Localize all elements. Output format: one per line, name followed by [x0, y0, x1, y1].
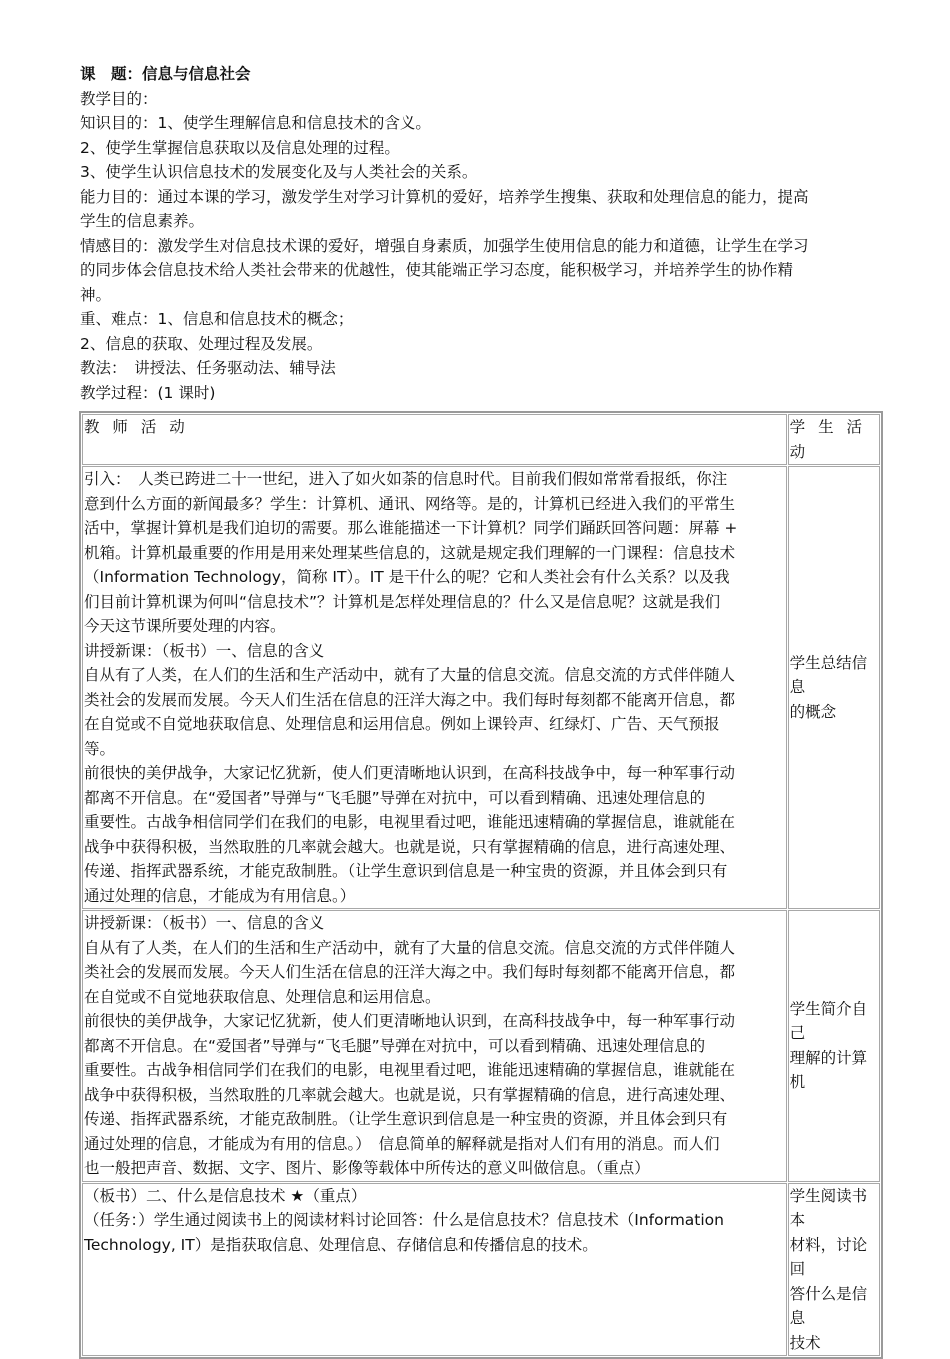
table-header-row [82, 414, 880, 465]
lesson-plan-header [80, 62, 882, 405]
student-activity-header: 学 生 活 动 [788, 414, 880, 465]
teacher-line: 通过处理的信息，才能成为有用信息。） [84, 886, 356, 905]
lesson-table [79, 411, 883, 1359]
knowledge-goal-3: 3、使学生认识信息技术的发展变化及与人类社会的关系。 [80, 163, 478, 181]
student-line: 学生简介自己 [789, 999, 868, 1043]
teacher-line: Technology, IT）是指获取信息、处理信息、存储信息和传播信息的技术。 [84, 1235, 598, 1254]
teacher-activity-cell [82, 1183, 787, 1357]
teacher-line: 传递、指挥武器系统，才能克敌制胜。（让学生意识到信息是一种宝贵的资源，并且体会到只有 [84, 1110, 728, 1128]
teacher-line: 战争中获得积极，当然取胜的几率就会越大。也就是说，只有掌握精确的信息，进行高速处理、 [84, 837, 736, 856]
teacher-line: （板书）二、什么是信息技术 ★（重点） [84, 1186, 367, 1205]
teacher-line: 战争中获得积极，当然取胜的几率就会越大。也就是说，只有掌握精确的信息，进行高速处理、 [84, 1085, 736, 1104]
teacher-line: 们目前计算机课为何叫“信息技术”？计算机是怎样处理信息的？什么又是信息呢？这就是我们 [84, 592, 721, 611]
student-activity-cell [788, 1183, 880, 1357]
teacher-line: 类社会的发展而发展。今天人们生活在信息的汪洋大海之中。我们每时每刻都不能离开信息，都 [84, 690, 736, 709]
teacher-line: 前很快的美伊战争，大家记忆犹新，使人们更清晰地认识到，在高科技战争中，每一种军事行动 [84, 1012, 736, 1030]
teacher-line: 引入： 人类已跨进二十一世纪，进入了如火如荼的信息时代。目前我们假如常常看报纸，你注 [84, 470, 728, 488]
student-line: 学生总结信息 [789, 653, 868, 697]
emotion-goal-line-1: 情感目的：激发学生对信息技术课的爱好，增强自身素质，加强学生使用信息的能力和道德，让学生在学习 [80, 236, 809, 255]
teacher-line: 机箱。计算机最重要的作用是用来处理某些信息的，这就是规定我们理解的一门课程：信息技术 [84, 543, 736, 562]
teacher-line: 重要性。古战争相信同学们在我们的电影，电视里看过吧，谁能迅速精确的掌握信息，谁就能在 [84, 813, 736, 831]
teacher-line: 自从有了人类，在人们的生活和生产活动中，就有了大量的信息交流。信息交流的方式伴伴随人 [84, 666, 736, 684]
table-row [82, 910, 880, 1182]
key-point-1: 重、难点：1、信息和信息技术的概念； [80, 310, 354, 328]
teacher-line: 也一般把声音、数据、文字、图片、影像等载体中所传达的意义叫做信息。（重点） [84, 1159, 650, 1177]
knowledge-goal-1: 知识目的：1、使学生理解信息和信息技术的含义。 [80, 114, 431, 132]
teacher-line: 活中，掌握计算机是我们迫切的需要。那么谁能描述一下计算机？同学们踊跃回答问题：屏幕 + [84, 519, 738, 537]
teaching-process: 教学过程：(1 课时) [80, 383, 216, 402]
teacher-line: 都离不开信息。在“爱国者”导弹与“飞毛腿”导弹在对抗中，可以看到精确、迅速处理信息的 [84, 788, 706, 807]
student-line: 学生阅读书本 [789, 1186, 868, 1229]
table-row [82, 1183, 880, 1357]
teacher-line: 通过处理的信息，才能成为有用的信息。） 信息简单的解释就是指对人们有用的消息。而人们 [84, 1134, 720, 1153]
teacher-line: 讲授新课：（板书）一、信息的含义 [84, 914, 325, 932]
knowledge-goal-2: 2、使学生掌握信息获取以及信息处理的过程。 [80, 138, 400, 157]
teacher-line: 重要性。古战争相信同学们在我们的电影，电视里看过吧，谁能迅速精确的掌握信息，谁就能在 [84, 1061, 736, 1079]
teacher-activity-header: 教 师 活 动 [82, 414, 787, 465]
teacher-activity-cell [82, 910, 787, 1182]
teacher-line: 自从有了人类，在人们的生活和生产活动中，就有了大量的信息交流。信息交流的方式伴伴随人 [84, 938, 736, 957]
teacher-line: （Information Technology，简称 IT）。IT 是干什么的呢？它和人类社会有什么关系？以及我 [84, 568, 730, 586]
teacher-line: 类社会的发展而发展。今天人们生活在信息的汪洋大海之中。我们每时每刻都不能离开信息，都 [84, 963, 736, 981]
emotion-goal-line-3: 神。 [80, 285, 112, 304]
teacher-line: （任务：）学生通过阅读书上的阅读材料讨论回答：什么是信息技术？信息技术（Information [84, 1211, 724, 1229]
teacher-activity-cell [82, 466, 787, 909]
student-activity-cell [788, 466, 880, 909]
teacher-line: 今天这节课所要处理的内容。 [84, 617, 286, 635]
teacher-line: 在自觉或不自觉地获取信息、处理信息和运用信息。例如上课铃声、红绿灯、广告、天气预报 [84, 715, 720, 733]
teaching-methods: 教法： 讲授法、任务驱动法、辅导法 [80, 359, 336, 377]
student-line: 技术 [789, 1333, 821, 1352]
table-row [82, 466, 880, 909]
ability-goal-line-2: 学生的信息素养。 [80, 212, 205, 230]
student-activity-cell [788, 910, 880, 1182]
teacher-line: 在自觉或不自觉地获取信息、处理信息和运用信息。 [84, 987, 441, 1006]
goals-label: 教学目的： [80, 89, 158, 108]
key-point-2: 2、信息的获取、处理过程及发展。 [80, 334, 323, 353]
lesson-title: 课 题：信息与信息社会 [80, 65, 251, 83]
teacher-line: 等。 [84, 739, 116, 758]
student-line: 材料，讨论回 [789, 1235, 868, 1278]
student-line: 理解的计算机 [789, 1048, 868, 1092]
teacher-line: 前很快的美伊战争，大家记忆犹新，使人们更清晰地认识到，在高科技战争中，每一种军事行动 [84, 764, 736, 782]
student-line: 答什么是信息 [789, 1284, 868, 1327]
teacher-line: 传递、指挥武器系统，才能克敌制胜。（让学生意识到信息是一种宝贵的资源，并且体会到只有 [84, 862, 728, 880]
teacher-line: 讲授新课：（板书）一、信息的含义 [84, 641, 325, 660]
teacher-line: 意到什么方面的新闻最多？学生：计算机、通讯、网络等。是的，计算机已经进入我们的平常生 [84, 494, 736, 513]
student-line: 的概念 [789, 702, 837, 721]
emotion-goal-line-2: 的同步体会信息技术给人类社会带来的优越性，使其能端正学习态度，能积极学习，并培养学生的协作精 [80, 261, 794, 279]
ability-goal-line-1: 能力目的：通过本课的学习，激发学生对学习计算机的爱好，培养学生搜集、获取和处理信息的能力，提高 [80, 187, 809, 206]
teacher-line: 都离不开信息。在“爱国者”导弹与“飞毛腿”导弹在对抗中，可以看到精确、迅速处理信息的 [84, 1036, 706, 1055]
